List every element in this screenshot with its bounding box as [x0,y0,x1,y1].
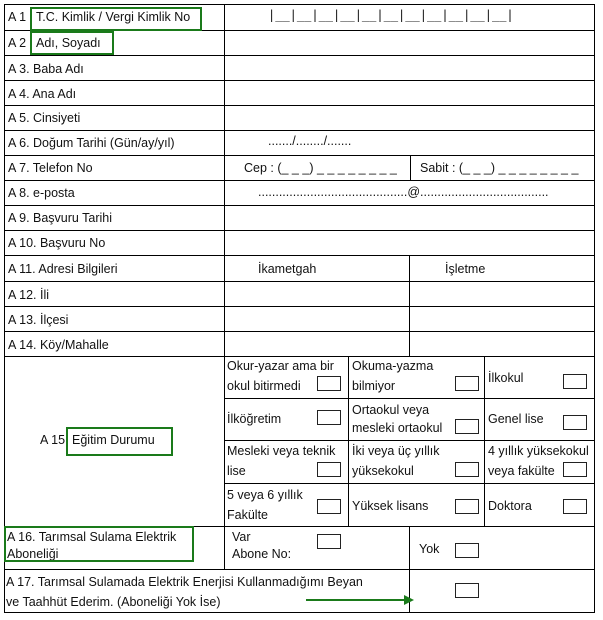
option-label: Ortaokul veya [352,403,430,417]
abone-var-label: Var [232,530,251,544]
option-label: İlkokul [488,371,524,385]
cep-phone-input[interactable]: Cep : (_ _ _) _ _ _ _ _ _ _ _ [244,161,397,175]
a11-label: A 11. Adresi Bilgileri [8,262,118,276]
option-label: Okur-yazar ama bir [227,359,334,373]
a13-label: A 13. İlçesi [8,313,69,327]
option-label: veya fakülte [488,464,555,478]
a14-label: A 14. Köy/Mahalle [8,338,109,352]
abone-yok-label: Yok [419,542,440,556]
option-label: Okuma-yazma [352,359,434,373]
option-label: 5 veya 6 yıllık [227,488,303,502]
option-label: İlköğretim [227,412,282,426]
option-label: Doktora [488,499,532,513]
option-label: 4 yıllık yüksekokul [488,444,589,458]
option-label: mesleki ortaokul [352,421,443,435]
a10-label: A 10. Başvuru No [8,236,106,250]
option-label: İki veya üç yıllık [352,444,440,458]
a6-label: A 6. Doğum Tarihi (Gün/ay/yıl) [8,136,175,150]
option-label: okul bitirmedi [227,379,301,393]
a1-label: T.C. Kimlik / Vergi Kimlik No [36,10,191,24]
a4-label: A 4. Ana Adı [8,87,77,101]
option-label: bilmiyor [352,379,396,393]
a8-label: A 8. e-posta [8,186,75,200]
residence-header: İkametgah [258,262,317,276]
a3-label: A 3. Baba Adı [8,62,84,76]
a12-label: A 12. İli [8,288,49,302]
a7-label: A 7. Telefon No [8,161,93,175]
business-header: İşletme [445,262,486,276]
birth-date-input[interactable]: ......./......../....... [268,134,352,148]
abone-no-label: Abone No: [232,547,292,561]
a9-label: A 9. Başvuru Tarihi [8,211,112,225]
option-label: lise [227,464,246,478]
sabit-phone-input[interactable]: Sabit : (_ _ _) _ _ _ _ _ _ _ _ [420,161,579,175]
option-label: Fakülte [227,508,268,522]
email-input[interactable]: ...........................................@..................................... [258,185,549,199]
a5-label: A 5. Cinsiyeti [8,111,81,125]
a1-number: A 1 [8,10,27,24]
a15-label: Eğitim Durumu [72,433,155,447]
a17-label: ve Taahhüt Ederim. (Aboneliği Yok İse) [6,595,221,609]
a15-number: A 15 [40,433,66,447]
option-label: Genel lise [488,412,544,426]
option-label: Yüksek lisans [352,499,429,513]
option-label: Mesleki veya teknik [227,444,336,458]
a16-label: A 16. Tarımsal Sulama Elektrik [7,530,177,544]
option-label: yüksekokul [352,464,414,478]
a2-number: A 2 [8,36,27,50]
a2-label: Adı, Soyadı [36,36,101,50]
a17-label: A 17. Tarımsal Sulamada Elektrik Enerjisi Kullanmadığımı Beyan [6,575,363,589]
a16-label: Aboneliği [7,547,59,561]
tc-kimlik-input[interactable]: |__|__|__|__|__|__|__|__|__|__|__| [268,8,514,22]
